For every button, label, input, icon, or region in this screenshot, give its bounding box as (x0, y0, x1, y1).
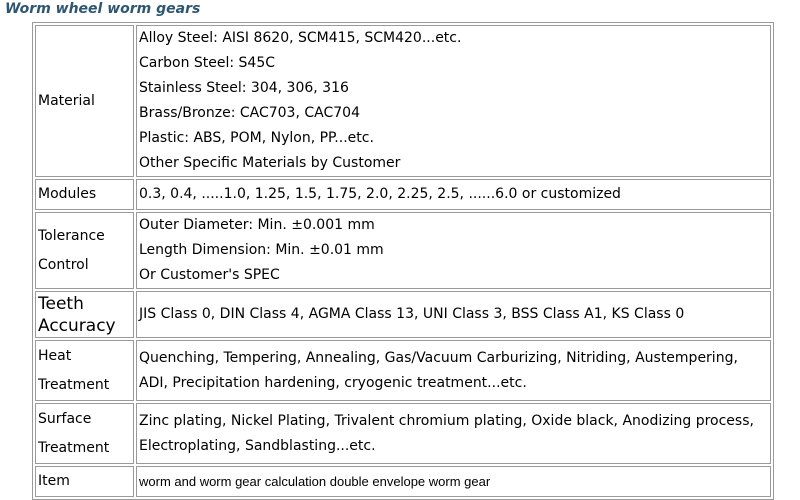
value-line: Brass/Bronze: CAC703, CAC704 (139, 105, 360, 121)
label-text: Surface (38, 410, 92, 427)
value-line: worm and worm gear calculation double envelope worm gear (139, 473, 491, 489)
material-value (136, 25, 771, 177)
table-row (35, 291, 771, 338)
tolerance-control-value (136, 212, 771, 289)
value-line: Outer Diameter: Min. ±0.001 mm (139, 217, 375, 233)
label-text: Item (38, 473, 70, 489)
surface-treatment-label (35, 403, 134, 464)
heat-treatment-value (136, 340, 771, 401)
table-row (35, 340, 771, 401)
spec-table (32, 22, 774, 500)
modules-label (35, 179, 134, 210)
material-label (35, 25, 134, 177)
item-label (35, 466, 134, 497)
value-line: Stainless Steel: 304, 306, 316 (139, 80, 349, 96)
surface-treatment-value (136, 403, 771, 464)
label-text: Tolerance (38, 227, 105, 244)
label-text: Heat (38, 347, 72, 364)
value-line: Plastic: ABS, POM, Nylon, PP...etc. (139, 130, 374, 146)
table-row (35, 25, 771, 177)
table-row (35, 466, 771, 497)
table-row (35, 212, 771, 289)
value-line: Or Customer's SPEC (139, 267, 280, 283)
table-row (35, 403, 771, 464)
modules-value (136, 179, 771, 210)
value-line: ADI, Precipitation hardening, cryogenic treatment...etc. (139, 374, 527, 391)
item-value (136, 466, 771, 497)
value-line: JIS Class 0, DIN Class 4, AGMA Class 13, UNI Class 3, BSS Class A1, KS Class 0 (139, 306, 685, 322)
value-line: Quenching, Tempering, Annealing, Gas/Vacuum Carburizing, Nitriding, Austempering, (139, 349, 738, 366)
teeth-accuracy-value (136, 291, 771, 338)
value-line: Other Specific Materials by Customer (139, 155, 401, 171)
value-line: 0.3, 0.4, .....1.0, 1.25, 1.5, 1.75, 2.0, 2.25, 2.5, ......6.0 or customized (139, 186, 621, 202)
table-row (35, 179, 771, 210)
label-text: Modules (38, 186, 97, 202)
value-line: Alloy Steel: AISI 8620, SCM415, SCM420...etc. (139, 30, 462, 46)
label-text: Treatment (38, 439, 110, 456)
page-title: Worm wheel worm gears (5, 1, 201, 17)
label-text: Control (38, 256, 89, 273)
label-text: Accuracy (38, 315, 116, 336)
label-text: Material (38, 92, 95, 109)
value-line: Carbon Steel: S45C (139, 55, 276, 71)
label-text: Teeth (38, 293, 84, 314)
value-line: Length Dimension: Min. ±0.01 mm (139, 242, 384, 258)
teeth-accuracy-label (35, 291, 134, 338)
value-line: Electroplating, Sandblasting...etc. (139, 437, 376, 454)
tolerance-control-label (35, 212, 134, 289)
value-line: Zinc plating, Nickel Plating, Trivalent chromium plating, Oxide black, Anodizing process, (139, 412, 754, 429)
heat-treatment-label (35, 340, 134, 401)
label-text: Treatment (38, 376, 110, 393)
